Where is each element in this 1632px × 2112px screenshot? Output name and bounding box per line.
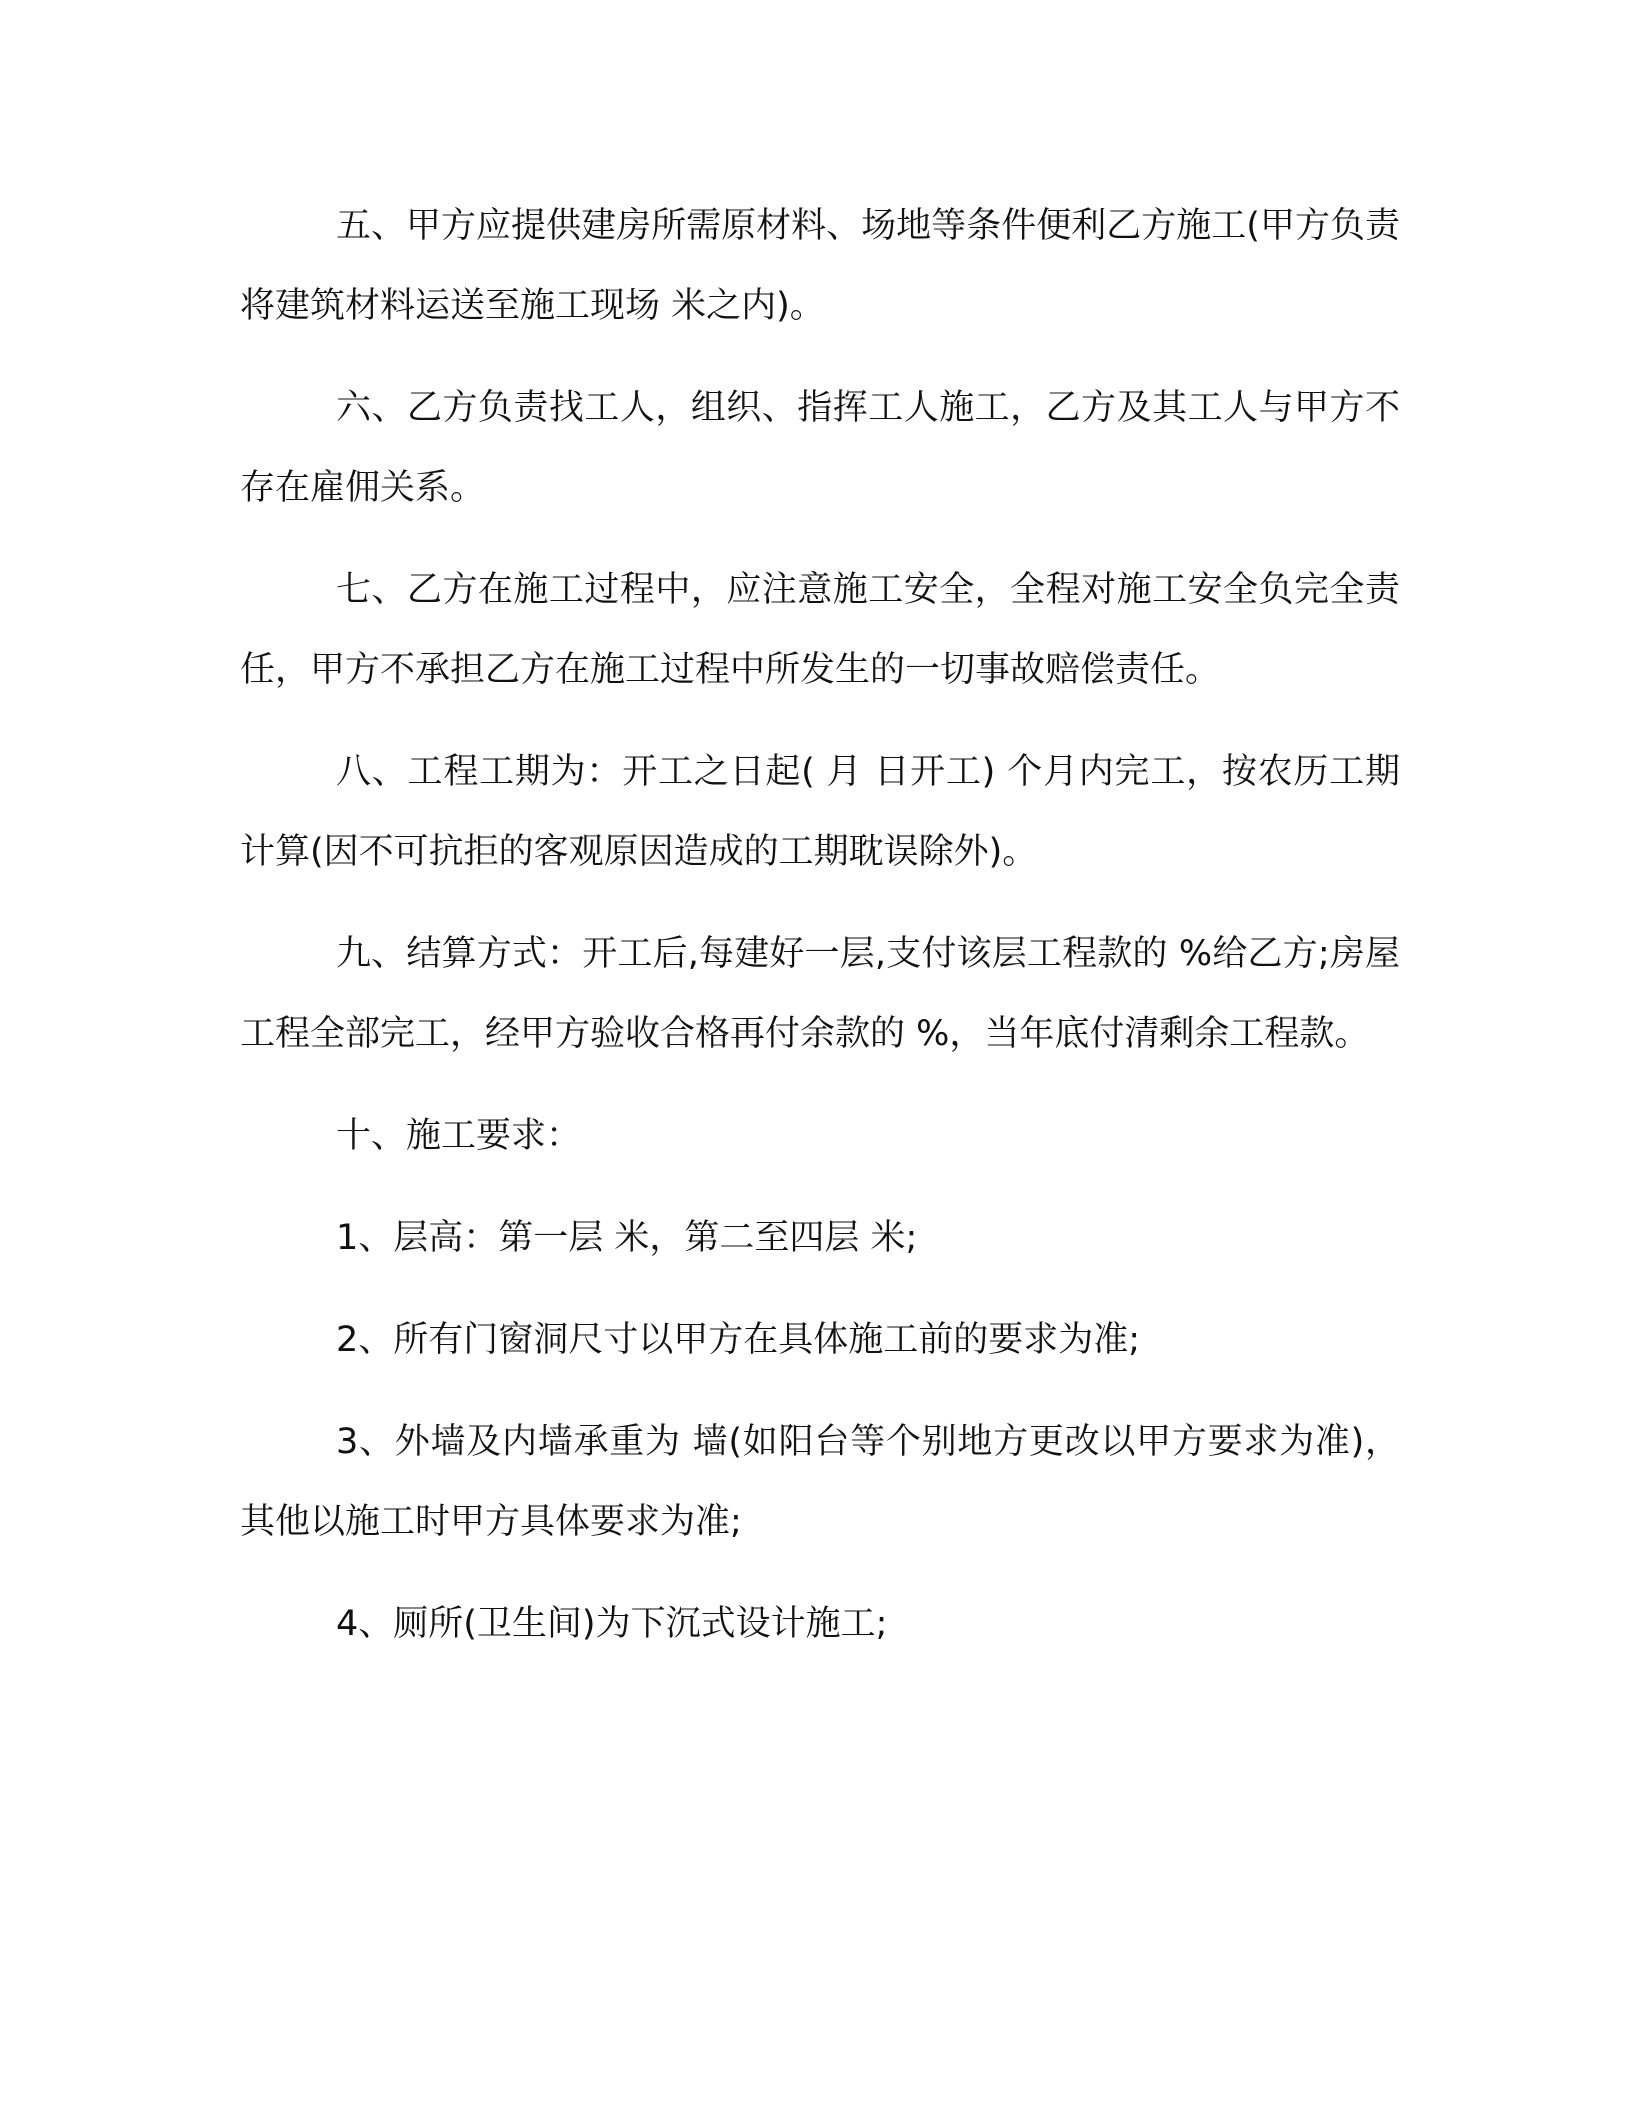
requirement-3: 3、外墙及内墙承重为 墙(如阳台等个别地方更改以甲方要求为准)，其他以施工时甲方具体要求为准;: [240, 1422, 1400, 1542]
clause-8: 八、工程工期为：开工之日起( 月 日开工) 个月内完工，按农历工期计算(因不可抗拒的客观原因造成的工期耽误除外)。: [240, 752, 1400, 872]
requirement-1: 1、层高：第一层 米，第二至四层 米;: [336, 1218, 918, 1258]
requirement-4: 4、厕所(卫生间)为下沉式设计施工;: [336, 1604, 888, 1644]
requirement-2: 2、所有门窗洞尺寸以甲方在具体施工前的要求为准;: [336, 1320, 1141, 1360]
clause-6: 六、乙方负责找工人，组织、指挥工人施工，乙方及其工人与甲方不存在雇佣关系。: [240, 388, 1400, 508]
clause-10-heading: 十、施工要求：: [336, 1116, 582, 1156]
clause-5: 五、甲方应提供建房所需原材料、场地等条件便利乙方施工(甲方负责将建筑材料运送至施工现场 米之内)。: [240, 206, 1400, 326]
document-body: [240, 186, 1400, 1686]
clause-9: 九、结算方式：开工后,每建好一层,支付该层工程款的 %给乙方;房屋工程全部完工，经甲方验收合格再付余款的 %，当年底付清剩余工程款。: [240, 934, 1400, 1054]
clause-7: 七、乙方在施工过程中，应注意施工安全，全程对施工安全负完全责任，甲方不承担乙方在施工过程中所发生的一切事故赔偿责任。: [240, 570, 1400, 690]
